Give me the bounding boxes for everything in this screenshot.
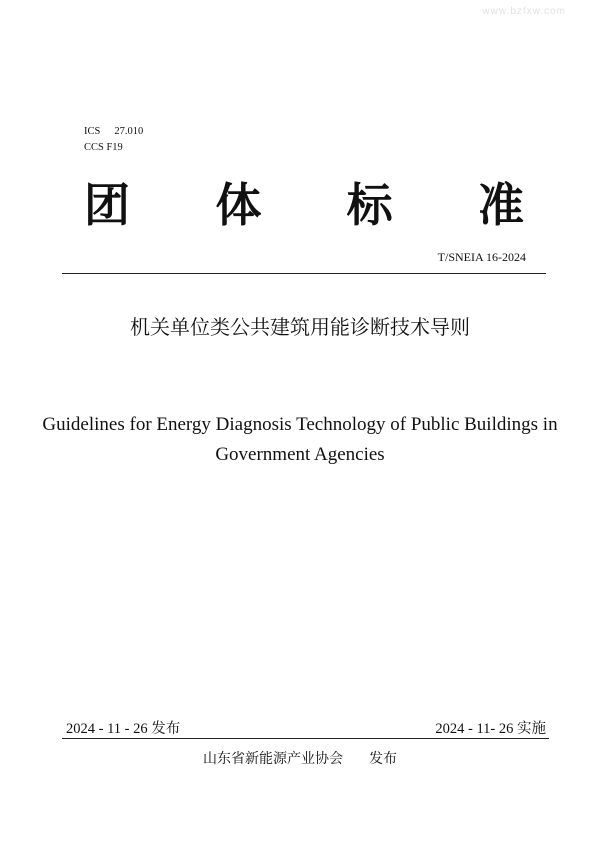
classification-codes (84, 124, 143, 156)
publisher-name: 山东省新能源产业协会 (203, 751, 343, 767)
title-char: 标 (346, 178, 393, 232)
ics-code: 27.010 (114, 126, 144, 137)
english-title (40, 410, 560, 470)
chinese-title: 机关单位类公共建筑用能诊断技术导则 (130, 315, 470, 339)
watermark-text: www.bzfxw.com (482, 6, 566, 17)
english-title-line: Guidelines for Energy Diagnosis Technology of Public Buildings in (42, 414, 558, 435)
ccs-code: CCS F19 (84, 142, 123, 153)
publisher-action: 发布 (369, 751, 397, 767)
issue-date: 2024 - 11 - 26 发布 (66, 721, 181, 737)
title-char: 体 (215, 178, 262, 232)
title-char: 团 (84, 178, 130, 232)
standard-type-title (84, 175, 524, 235)
english-title-line: Government Agencies (215, 444, 385, 465)
implementation-date: 2024 - 11- 26 实施 (435, 721, 546, 737)
ics-label: ICS (84, 126, 101, 137)
standard-number: T/SNEIA 16-2024 (437, 250, 526, 264)
publisher-line (0, 748, 600, 768)
title-char: 准 (477, 178, 524, 232)
ics-line (84, 124, 143, 140)
top-divider (62, 273, 546, 274)
bottom-divider (62, 738, 549, 739)
